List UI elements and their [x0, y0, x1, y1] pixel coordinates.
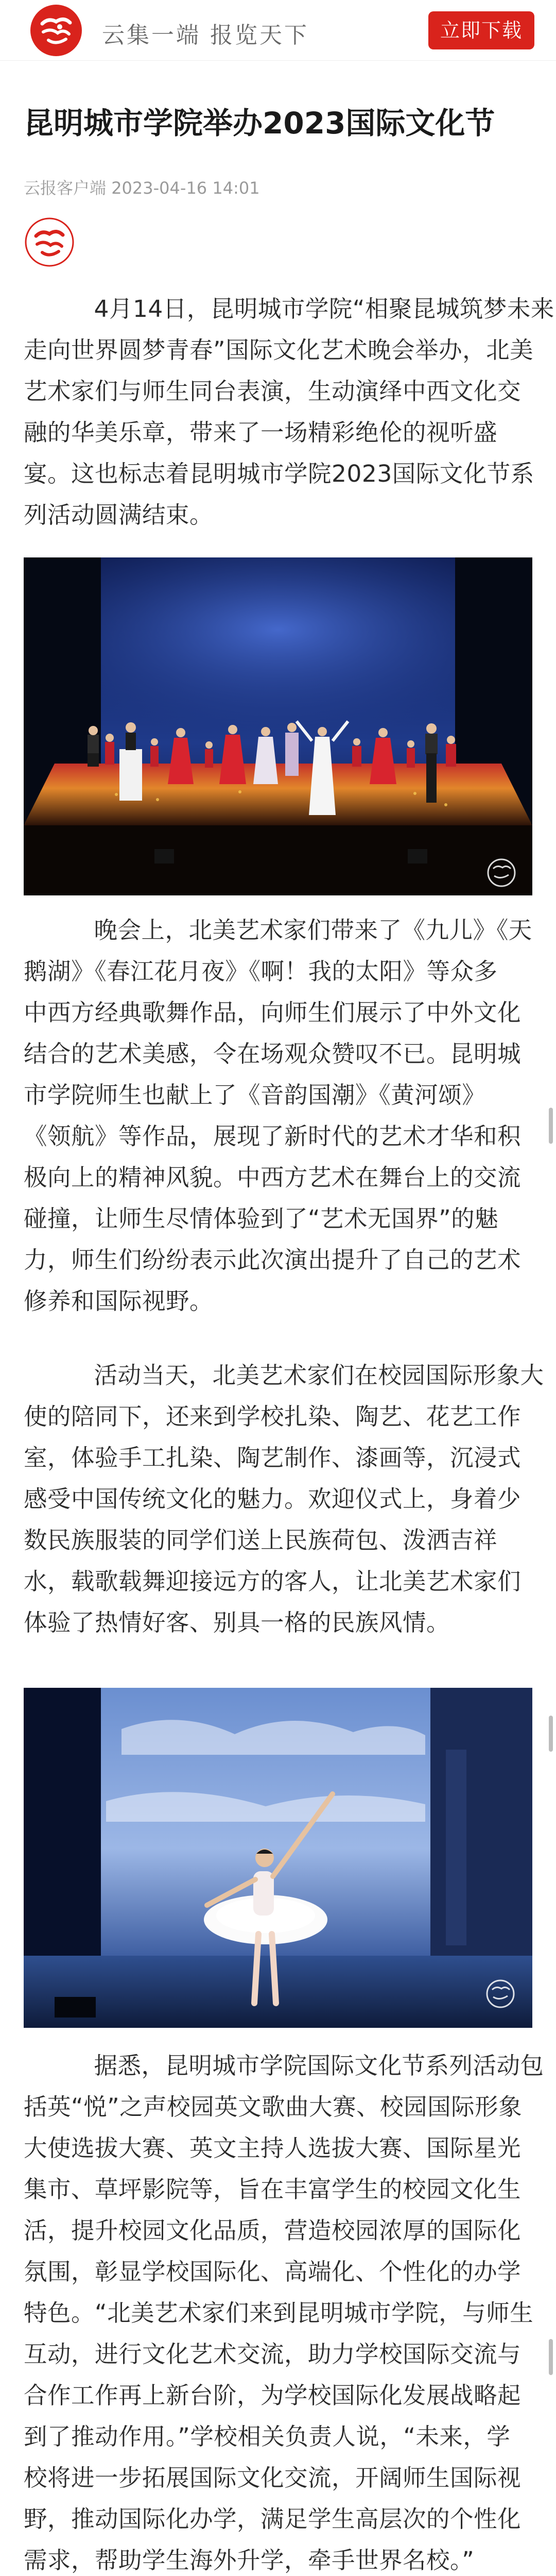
paragraph-line: 室，体验手工扎染、陶艺制作、漆画等，沉浸式 [24, 1444, 522, 1471]
paragraph-line: 活，提升校园文化品质，营造校园浓厚的国际化 [24, 2217, 522, 2244]
article-datetime: 2023-04-16 14:01 [111, 178, 260, 198]
paragraph-line: 活动当天，北美艺术家们在校园国际形象大 [94, 1362, 544, 1389]
paragraph-line: 合作工作再上新台阶，为学校国际化发展战略起 [24, 2382, 522, 2409]
paragraph-line: 走向世界圆梦青春”国际文化艺术晚会举办，北美 [24, 336, 534, 364]
paragraph-line: 宴。这也标志着昆明城市学院2023国际文化节系 [24, 460, 534, 487]
paragraph-line: 列活动圆满结束。 [24, 501, 214, 529]
paragraph-line: 融的华美乐章，带来了一场精彩绝伦的视听盛 [24, 419, 498, 446]
download-app-button[interactable]: 立即下载 [428, 11, 534, 49]
app-download-banner [0, 0, 556, 61]
paragraph-line: 需求，帮助学生海外升学，牵手世界名校。” [24, 2547, 475, 2574]
source-avatar-icon[interactable] [24, 216, 75, 268]
paragraph-line: 市学院师生也献上了《音韵国潮》《黄河颂》 [24, 1081, 486, 1109]
paragraph-line: 碰撞，让师生尽情体验到了“艺术无国界”的魅 [24, 1205, 499, 1232]
scrollbar-thumb[interactable] [549, 1108, 553, 1144]
scrollbar-thumb[interactable] [549, 1716, 553, 1752]
ballet-dancer-photo[interactable] [24, 1688, 532, 2028]
app-slogan: 云集一端 报览天下 [102, 22, 309, 48]
paragraph-line: 集市、草坪影院等，旨在丰富学生的校园文化生 [24, 2176, 522, 2203]
paragraph-line: 中西方经典歌舞作品，向师生们展示了中外文化 [24, 999, 522, 1026]
paragraph-line: 体验了热情好客、别具一格的民族风情。 [24, 1609, 450, 1636]
article-paragraph-2 [24, 910, 532, 1322]
paragraph-line: 4月14日，昆明城市学院“相聚昆城筑梦未来 [94, 295, 554, 323]
paragraph-line: 野，推动国际化办学，满足学生高层次的个性化 [24, 2505, 522, 2533]
paragraph-line: 极向上的精神风貌。中西方艺术在舞台上的交流 [24, 1164, 522, 1191]
paragraph-line: 括英“悦”之声校园英文歌曲大赛、校园国际形象 [24, 2093, 523, 2121]
paragraph-line: 据悉，昆明城市学院国际文化节系列活动包 [94, 2052, 544, 2079]
article-paragraph-1 [24, 289, 554, 536]
paragraph-line: 艺术家们与师生同台表演，生动演绎中西文化交 [24, 378, 522, 405]
paragraph-line: 修养和国际视野。 [24, 1287, 214, 1315]
paragraph-line: 感受中国传统文化的魅力。欢迎仪式上，身着少 [24, 1485, 522, 1513]
paragraph-line: 鹅湖》《春江花月夜》《啊！我的太阳》等众多 [24, 958, 498, 985]
paragraph-line: 《领航》等作品，展现了新时代的艺术才华和积 [24, 1123, 522, 1150]
article-paragraph-4 [24, 2045, 544, 2576]
paragraph-line: 到了推动作用。”学校相关负责人说，“未来，学 [24, 2423, 511, 2450]
paragraph-line: 大使选拔大赛、英文主持人选拔大赛、国际星光 [24, 2134, 522, 2162]
paragraph-line: 校将进一步拓展国际文化交流，开阔师生国际视 [24, 2464, 522, 2492]
paragraph-line: 力，师生们纷纷表示此次演出提升了自己的艺术 [24, 1246, 522, 1274]
article-source: 云报客户端 [24, 178, 107, 198]
paragraph-line: 使的陪同下，还来到学校扎染、陶艺、花艺工作 [24, 1403, 522, 1430]
scrollbar-thumb[interactable] [549, 2339, 553, 2375]
paragraph-line: 互动，进行文化艺术交流，助力学校国际交流与 [24, 2341, 522, 2368]
paragraph-line: 结合的艺术美感，令在场观众赞叹不已。昆明城 [24, 1040, 522, 1067]
paragraph-line: 特色。“北美艺术家们来到昆明城市学院，与师生 [24, 2299, 534, 2327]
stage-performance-photo[interactable] [24, 557, 532, 895]
paragraph-line: 晚会上，北美艺术家们带来了《九儿》《天 [94, 917, 532, 944]
yunbao-logo-icon[interactable] [28, 2, 84, 59]
paragraph-line: 水，载歌载舞迎接远方的客人，让北美艺术家们 [24, 1568, 522, 1595]
paragraph-line: 氛围，彰显学校国际化、高端化、个性化的办学 [24, 2258, 522, 2285]
article-paragraph-3 [24, 1355, 544, 1643]
article-title: 昆明城市学院举办2023国际文化节 [24, 106, 495, 141]
paragraph-line: 数民族服装的同学们送上民族荷包、泼洒吉祥 [24, 1527, 498, 1554]
article-meta [24, 175, 260, 199]
